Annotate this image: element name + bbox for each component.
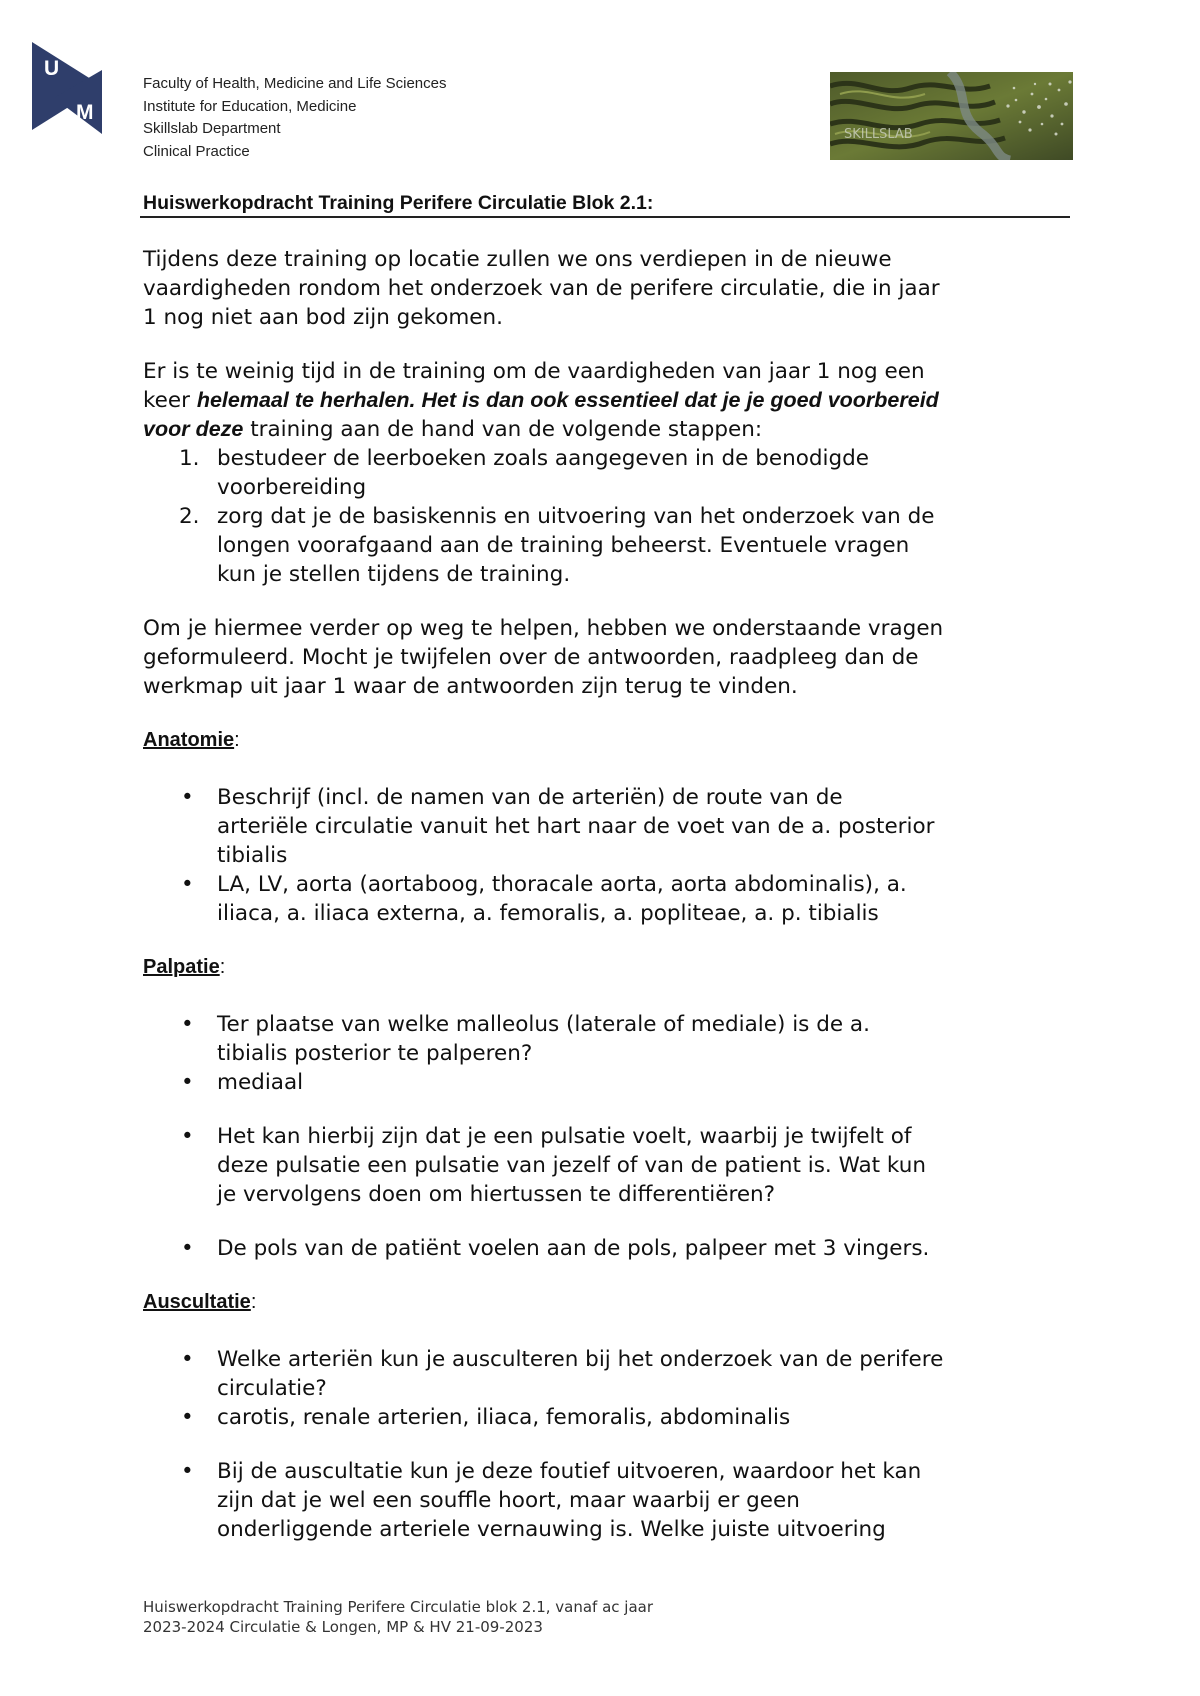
logo-letter-m: M — [76, 101, 94, 124]
text-line: De pols van de patiënt voelen aan de pols, palpeer met 3 vingers. — [217, 1236, 930, 1261]
text-line: Welke arteriën kun je ausculteren bij het onderzoek van de perifere — [217, 1347, 944, 1372]
text-line: mediaal — [217, 1070, 304, 1095]
bullet: • — [181, 1347, 194, 1372]
palpatie-list — [143, 1234, 1073, 1263]
logo-letter-u: U — [44, 57, 60, 80]
document-title: Huiswerkopdracht Training Perifere Circulatie Blok 2.1: — [143, 192, 654, 214]
bullet: • — [181, 1124, 194, 1149]
text-line: tibialis — [217, 843, 288, 868]
list-item — [143, 1068, 1073, 1097]
um-logo — [30, 40, 104, 134]
list-item — [143, 502, 1073, 589]
document-body — [143, 245, 1073, 1544]
text-line: je vervolgens doen om hiertussen te differentiëren? — [217, 1182, 776, 1207]
list-item — [143, 444, 1073, 502]
bullet: • — [181, 1459, 194, 1484]
text-line: circulatie? — [217, 1376, 327, 1401]
text-line: arteriële circulatie vanuit het hart naar de voet van de a. posterior — [217, 814, 935, 839]
text-line: werkmap uit jaar 1 waar de antwoorden zijn terug te vinden. — [143, 674, 798, 699]
section-heading-anatomie — [143, 726, 1073, 755]
text-line: kun je stellen tijdens de training. — [217, 562, 571, 587]
palpatie-list — [143, 1010, 1073, 1097]
text-line: Ter plaatse van welke malleolus (laterale of mediale) is de a. — [217, 1012, 870, 1037]
bullet: • — [181, 1070, 194, 1095]
institution-line: Institute for Education, Medicine — [143, 97, 357, 115]
text-line: longen voorafgaand aan de training beheerst. Eventuele vragen — [217, 533, 910, 558]
text-line: 1 nog niet aan bod zijn gekomen. — [143, 305, 503, 330]
bullet: • — [181, 1236, 194, 1261]
auscultatie-list — [143, 1457, 1073, 1544]
palpatie-list — [143, 1122, 1073, 1209]
text-line: Tijdens deze training op locatie zullen we ons verdiepen in de nieuwe — [143, 247, 892, 272]
anatomie-list — [143, 783, 1073, 928]
guidance-paragraph — [143, 614, 1073, 701]
list-item — [143, 1403, 1073, 1432]
text-line: deze pulsatie een pulsatie van jezelf of van de patient is. Wat kun — [217, 1153, 926, 1178]
bullet: • — [181, 1405, 194, 1430]
list-item — [143, 1234, 1073, 1263]
list-item — [143, 1122, 1073, 1209]
text-line: tibialis posterior te palperen? — [217, 1041, 533, 1066]
emphasis-text: helemaal te herhalen. Het is dan ook essentieel dat je je goed voorbereid — [196, 388, 939, 412]
bullet: • — [181, 785, 194, 810]
list-item — [143, 1457, 1073, 1544]
text-line: carotis, renale arterien, iliaca, femoralis, abdominalis — [217, 1405, 791, 1430]
intro-paragraph — [143, 245, 1073, 332]
heading-colon: : — [234, 729, 240, 751]
section-heading-auscultatie — [143, 1288, 1073, 1317]
text-line: voorbereiding — [217, 475, 367, 500]
institution-line: Clinical Practice — [143, 142, 250, 160]
text-line: Om je hiermee verder op weg te helpen, hebben we onderstaande vragen — [143, 616, 944, 641]
list-item — [143, 1010, 1073, 1068]
footer-line: Huiswerkopdracht Training Perifere Circulatie blok 2.1, vanaf ac jaar — [143, 1598, 654, 1616]
institution-line: Faculty of Health, Medicine and Life Sciences — [143, 75, 447, 92]
list-number: 1. — [179, 446, 200, 471]
heading-text: Auscultatie — [143, 1291, 251, 1313]
text-line: Bij de auscultatie kun je deze foutief uitvoeren, waardoor het kan — [217, 1459, 922, 1484]
list-item — [143, 783, 1073, 870]
heading-colon: : — [219, 956, 226, 978]
text-segment: keer — [143, 388, 197, 413]
text-line: Het kan hierbij zijn dat je een pulsatie voelt, waarbij je twijfelt of — [217, 1124, 912, 1149]
preparation-paragraph — [143, 357, 1073, 444]
text-line: Er is te weinig tijd in de training om de vaardigheden van jaar 1 nog een — [143, 359, 925, 384]
institution-line: Skillslab Department — [143, 120, 281, 137]
emphasis-text: voor deze — [143, 417, 244, 441]
image-caption: SKILLSLAB — [844, 127, 913, 142]
institution-block — [143, 73, 447, 163]
steps-list — [143, 444, 1073, 589]
footer-line: 2023-2024 Circulatie & Longen, MP & HV 21-09-2023 — [143, 1618, 543, 1636]
text-line: zijn dat je wel een souffle hoort, maar waarbij er geen — [217, 1488, 800, 1513]
auscultatie-list — [143, 1345, 1073, 1432]
bullet: • — [181, 872, 194, 897]
heading-colon: : — [250, 1291, 257, 1313]
text-line: geformuleerd. Mocht je twijfelen over de antwoorden, raadpleeg dan de — [143, 645, 919, 670]
heading-text: Palpatie — [143, 956, 220, 978]
text-line: zorg dat je de basiskennis en uitvoering van het onderzoek van de — [217, 504, 935, 529]
text-line: LA, LV, aorta (aortaboog, thoracale aorta, aorta abdominalis), a. — [217, 872, 907, 897]
heading-text: Anatomie — [143, 729, 235, 751]
skillslab-header-image — [830, 72, 1073, 160]
list-item — [143, 870, 1073, 928]
text-line: iliaca, a. iliaca externa, a. femoralis, a. popliteae, a. p. tibialis — [217, 901, 879, 926]
text-line: bestudeer de leerboeken zoals aangegeven in de benodigde — [217, 446, 869, 471]
text-line: vaardigheden rondom het onderzoek van de perifere circulatie, die in jaar — [143, 276, 940, 301]
text-segment: training aan de hand van de volgende stappen: — [243, 417, 763, 442]
text-line: Beschrijf (incl. de namen van de arteriën) de route van de — [217, 785, 843, 810]
list-number: 2. — [179, 504, 200, 529]
page-footer — [143, 1597, 653, 1637]
text-line: onderliggende arteriele vernauwing is. Welke juiste uitvoering — [217, 1517, 886, 1542]
list-item — [143, 1345, 1073, 1403]
bullet: • — [181, 1012, 194, 1037]
section-heading-palpatie — [143, 953, 1073, 982]
title-underline — [140, 216, 1070, 218]
